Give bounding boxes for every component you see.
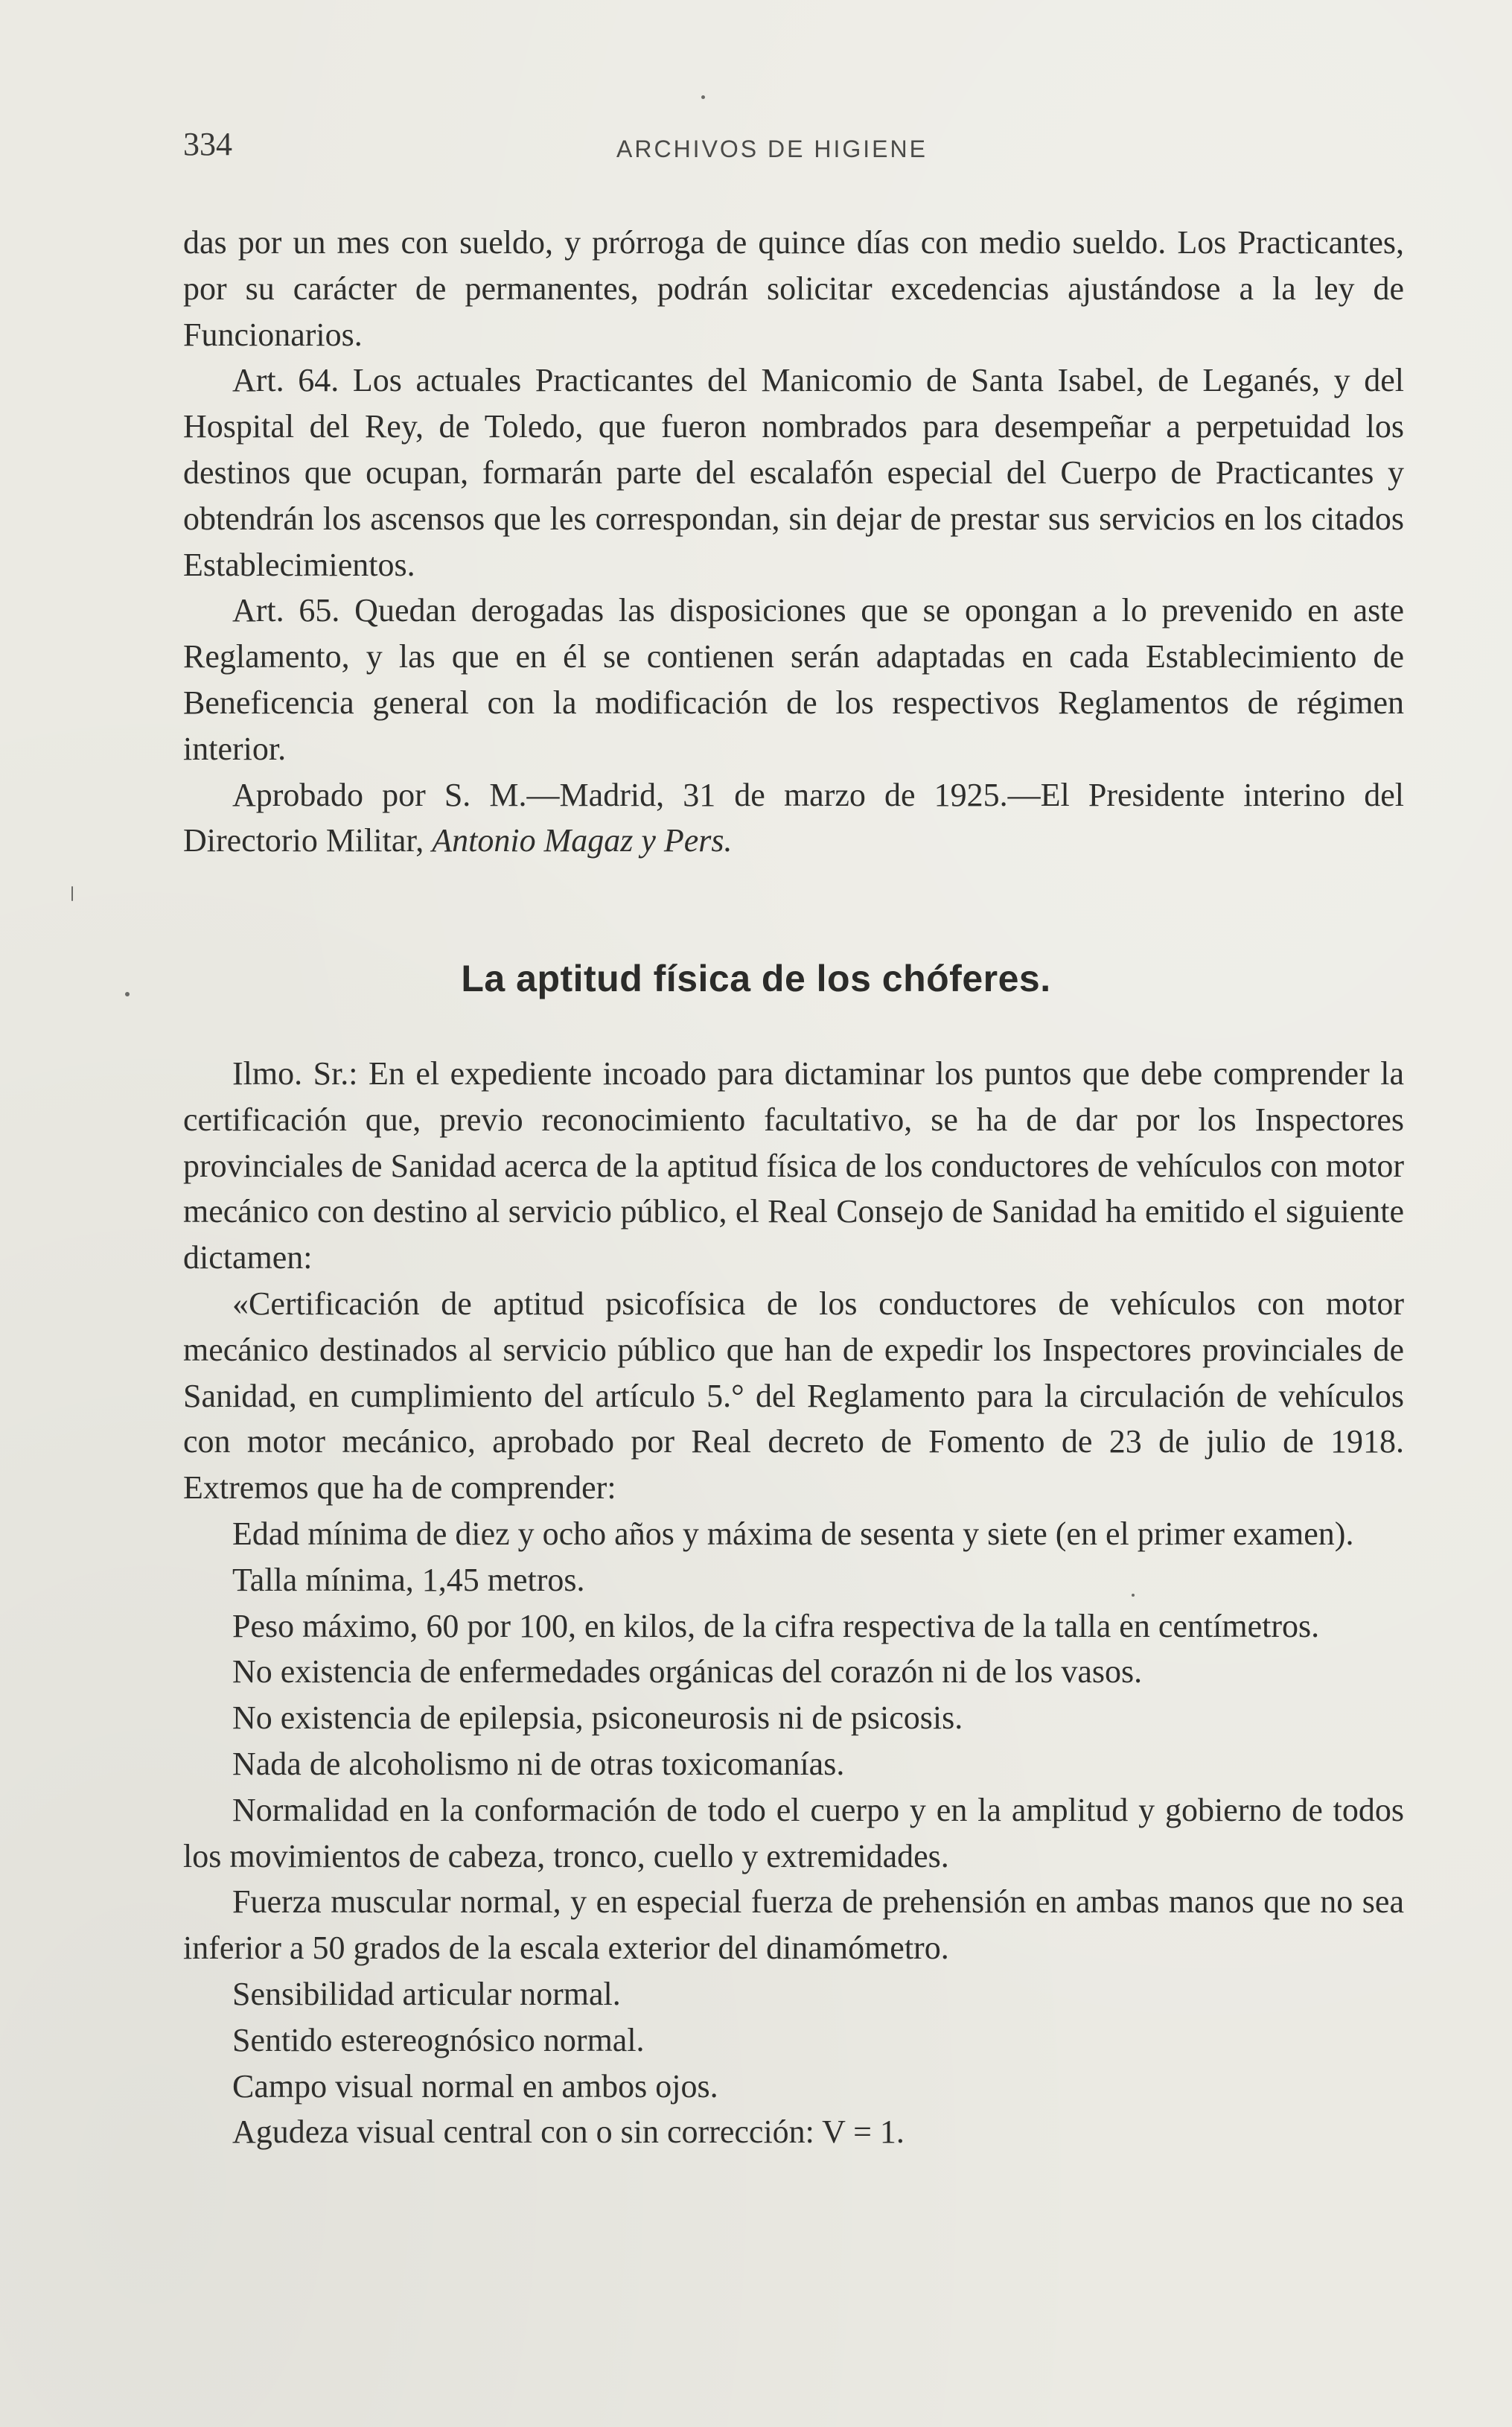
list-item: Normalidad en la conformación de todo el cuerpo y en la amplitud y gobierno de todos los movimientos de cabeza, tronco, cuello y extremidades. bbox=[183, 1791, 1404, 1874]
list-item: No existencia de epilepsia, psiconeurosis ni de psicosis. bbox=[232, 1699, 963, 1737]
list-item: Nada de alcoholismo ni de otras toxicomanías. bbox=[232, 1745, 845, 1782]
section-body bbox=[183, 1051, 1404, 2155]
paragraph: das por un mes con sueldo, y prórroga de quince días con medio sueldo. Los Practicantes, por su carácter de permanentes, podrán solicitar excedencias ajustándose a la ley de Funcionarios. bbox=[183, 224, 1404, 353]
list-item: No existencia de enfermedades orgánicas del corazón ni de los vasos. bbox=[232, 1653, 1143, 1690]
list-item: Talla mínima, 1,45 metros. bbox=[232, 1561, 585, 1598]
article-continuation bbox=[183, 220, 1404, 864]
paper-speck bbox=[125, 992, 130, 996]
list-item: Sentido estereognósico normal. bbox=[232, 2021, 645, 2058]
list-item: Sensibilidad articular normal. bbox=[232, 1975, 621, 2012]
list-item: Fuerza muscular normal, y en especial fuerza de prehensión en ambas manos que no sea inferior a 50 grados de la escala exterior del dinamómetro. bbox=[183, 1883, 1404, 1967]
list-item: Agudeza visual central con o sin corrección: V = 1. bbox=[232, 2113, 905, 2151]
approval-paragraph bbox=[183, 772, 1404, 865]
list-item: Campo visual normal en ambos ojos. bbox=[232, 2067, 718, 2105]
paper-speck bbox=[701, 95, 705, 99]
paper-speck bbox=[1132, 1594, 1135, 1597]
section-title: La aptitud física de los chóferes. bbox=[461, 958, 1051, 999]
running-head: ARCHIVOS DE HIGIENE bbox=[616, 136, 928, 162]
paragraph-art-64: Art. 64. Los actuales Practicantes del Manicomio de Santa Isabel, de Leganés, y del Hospital del Rey, de Toledo, que fueron nombrados para desempeñar a perpetuidad los destinos que ocupan, formarán parte del escalafón especial del Cuerpo de Practicantes y obtendrán los ascensos que les correspondan, sin dejar de prestar sus servicios en los citados Establecimientos. bbox=[183, 362, 1404, 583]
paper-speck bbox=[71, 886, 73, 901]
page-number: 334 bbox=[183, 126, 232, 162]
paragraph-art-65: Art. 65. Quedan derogadas las disposiciones que se opongan a lo prevenido en aste Reglamento, y las que en él se contienen serán adaptadas en cada Establecimiento de Beneficencia general con la modificación de los respectivos Reglamentos de régimen interior. bbox=[183, 592, 1404, 767]
approval-text: Aprobado por S. M.—Madrid, 31 de marzo de 1925.—El Presidente interino del Directorio Militar, bbox=[183, 776, 1404, 859]
paragraph: «Certificación de aptitud psicofísica de los conductores de vehículos con motor mecánico destinados al servicio público que han de expedir los Inspectores provinciales de Sanidad, en cumplimiento del artículo 5.° del Reglamento para la circulación de vehículos con motor mecánico, aprobado por Real decreto de Fomento de 23 de julio de 1918. Extremos que ha de comprender: bbox=[183, 1285, 1404, 1507]
signature-name: Antonio Magaz y Pers. bbox=[432, 822, 733, 859]
paragraph: Ilmo. Sr.: En el expediente incoado para dictaminar los puntos que debe comprender la certificación que, previo reconocimiento facultativo, se ha de dar por los Inspectores provinciales de Sanidad acerca de la aptitud física de los conductores de vehículos con motor mecánico con destino al servicio público, el Real Consejo de Sanidad ha emitido el siguiente dictamen: bbox=[183, 1055, 1404, 1276]
list-item: Peso máximo, 60 por 100, en kilos, de la cifra respectiva de la talla en centímetros. bbox=[232, 1607, 1320, 1644]
page-header bbox=[183, 125, 1404, 170]
list-item: Edad mínima de diez y ocho años y máxima de sesenta y siete (en el primer examen). bbox=[232, 1515, 1354, 1552]
